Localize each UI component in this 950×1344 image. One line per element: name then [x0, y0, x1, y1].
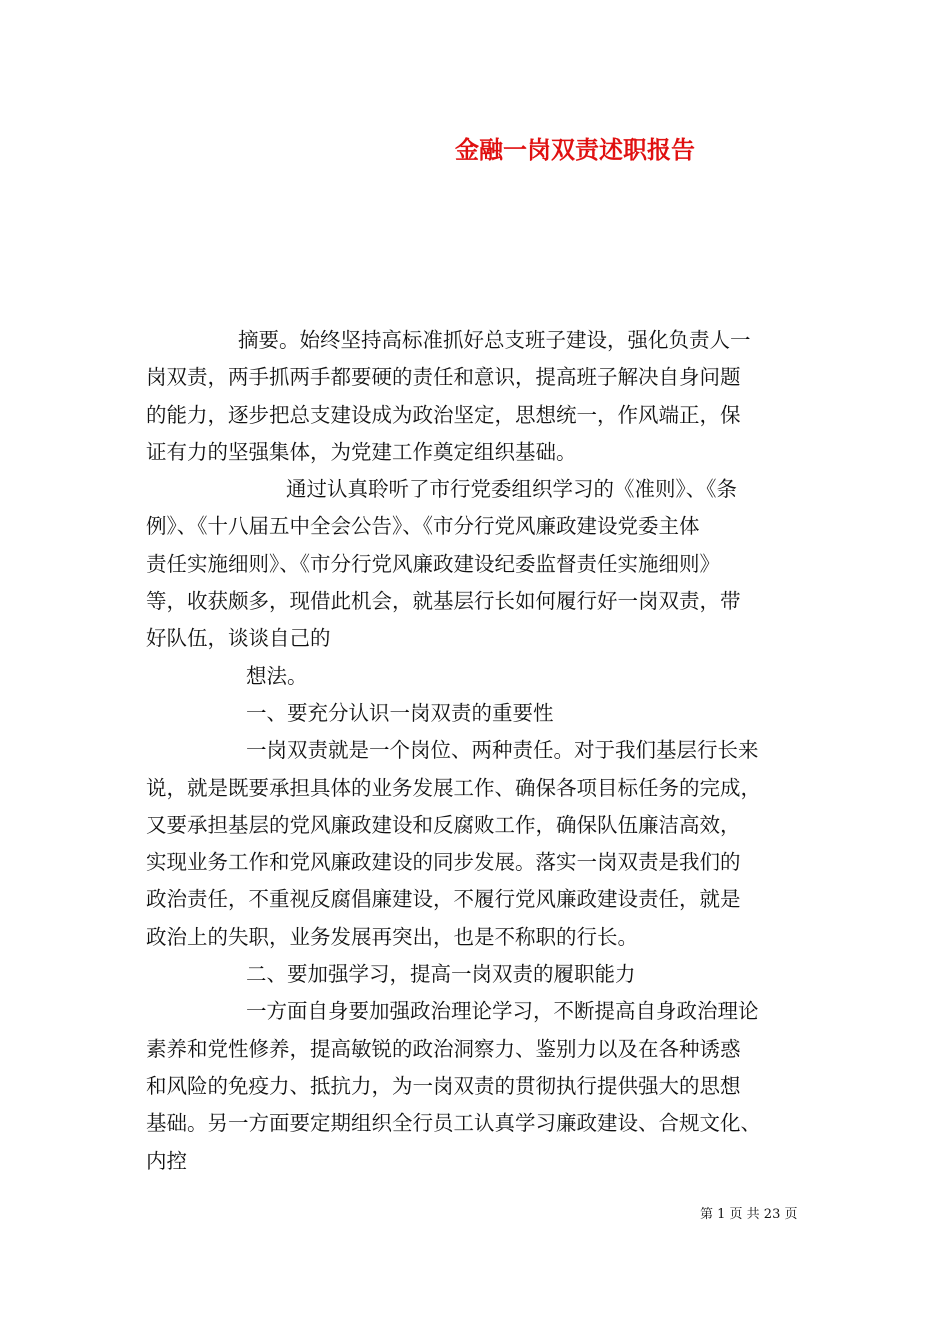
text-line: 实现业务工作和党风廉政建设的同步发展。落实一岗双责是我们的	[146, 850, 741, 875]
text-line: 好队伍，谈谈自己的	[146, 626, 331, 651]
text-line: 一岗双责就是一个岗位、两种责任。对于我们基层行长来	[246, 738, 759, 763]
text-line: 政治上的失职，业务发展再突出，也是不称职的行长。	[146, 924, 638, 949]
document-body	[146, 322, 826, 1180]
text-line: 基础。另一方面要定期组织全行员工认真学习廉政建设、合规文化、	[146, 1111, 761, 1136]
text-line: 岗双责，两手抓两手都要硬的责任和意识，提高班子解决自身问题	[146, 365, 741, 390]
text-line: 政治责任，不重视反腐倡廉建设，不履行党风廉政建设责任，就是	[146, 887, 741, 912]
text-line: 证有力的坚强集体，为党建工作奠定组织基础。	[146, 439, 577, 464]
text-line: 摘要。始终坚持高标准抓好总支班子建设，强化负责人一	[238, 328, 751, 352]
text-line: 和风险的免疫力、抵抗力，为一岗双责的贯彻执行提供强大的思想	[146, 1073, 741, 1098]
text-line: 责任实施细则》、《市分行党风廉政建设纪委监督责任实施细则》	[146, 551, 720, 576]
text-line: 例》、《十八届五中全会公告》、《市分行党风廉政建设党委主体	[146, 514, 700, 539]
text-line: 内控	[146, 1148, 187, 1173]
text-line: 等，收获颇多，现借此机会，就基层行长如何履行好一岗双责，带	[146, 589, 741, 614]
page-number: 第 1 页 共 23 页	[700, 1207, 798, 1222]
section-heading: 二、要加强学习，提高一岗双责的履职能力	[246, 962, 636, 987]
text-line: 说，就是既要承担具体的业务发展工作、确保各项目标任务的完成，	[146, 775, 761, 800]
text-line: 又要承担基层的党风廉政建设和反腐败工作，确保队伍廉洁高效，	[146, 812, 741, 837]
document-title: 金融一岗双责述职报告	[455, 135, 695, 164]
section-heading: 一、要充分认识一岗双责的重要性	[246, 700, 554, 725]
text-line: 想法。	[246, 663, 308, 688]
text-line: 的能力，逐步把总支建设成为政治坚定，思想统一，作风端正，保	[146, 402, 741, 427]
text-line: 通过认真聆听了市行党委组织学习的《准则》、《条	[286, 477, 737, 502]
text-line: 素养和党性修养，提高敏锐的政治洞察力、鉴别力以及在各种诱惑	[146, 1036, 741, 1061]
text-line: 一方面自身要加强政治理论学习，不断提高自身政治理论	[246, 999, 759, 1024]
